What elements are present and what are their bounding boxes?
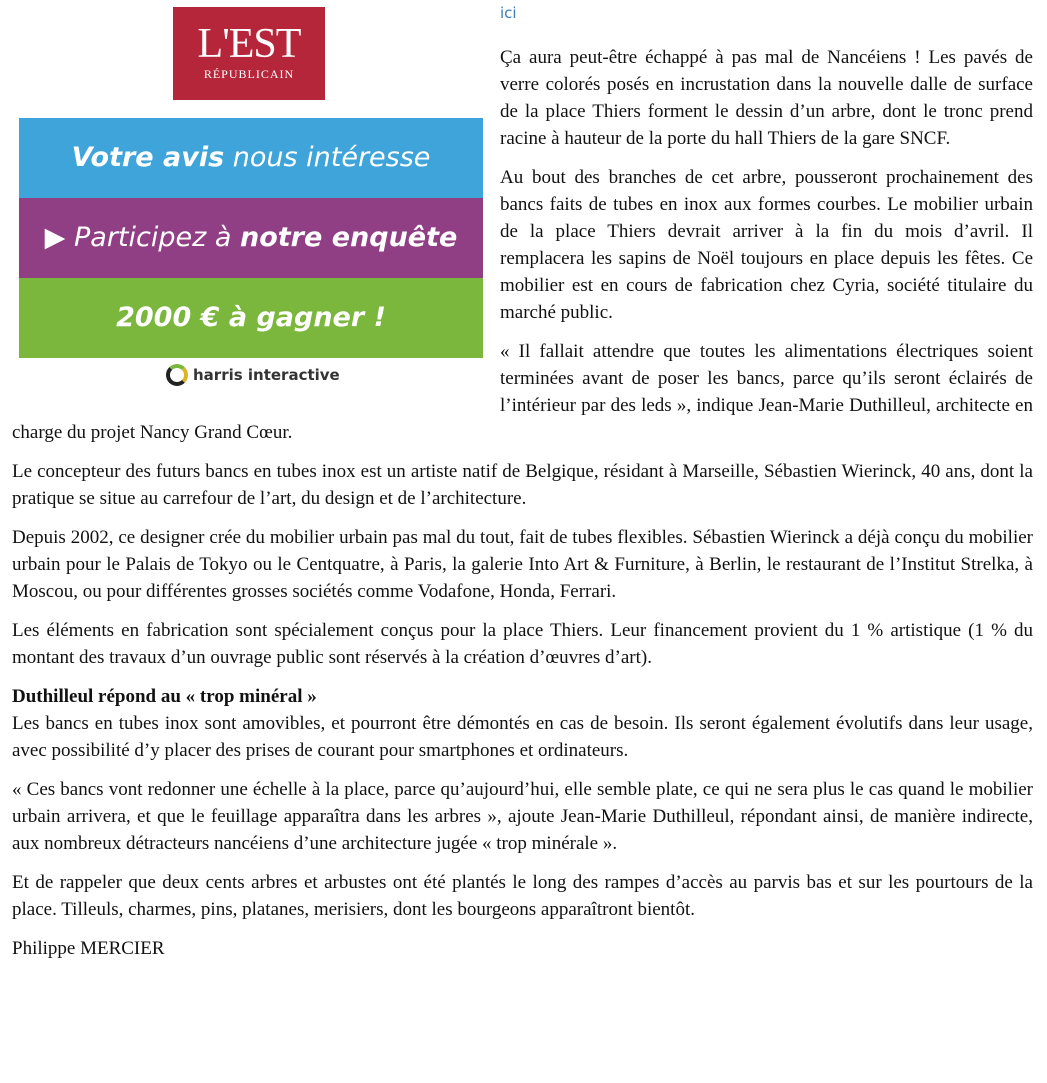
article-paragraph: « Il fallait attendre que toutes les alimentations électriques soient terminées avant de poser les bancs, parce qu’ils seront éclairés de l’intérieur par des leds », indique Jean-Marie Duthilleul, architecte en charge du projet Nancy Grand Cœur. [12, 341, 1033, 443]
ici-link[interactable]: ici [500, 4, 517, 22]
harris-ring-icon [166, 364, 188, 386]
article-author: Philippe MERCIER [12, 938, 165, 959]
article-paragraph: Les bancs en tubes inox sont amovibles, et pourront être démontés en cas de besoin. Ils seront également évolutifs dans leur usage, avec possibilité d’y placer des prises de courant pour smartphones et ordinateurs. [12, 713, 1033, 761]
logo-subtitle: RÉPUBLICAIN [203, 67, 295, 81]
ad-line2-bold: notre enquête [240, 222, 458, 253]
article-paragraph: Le concepteur des futurs bancs en tubes inox est un artiste natif de Belgique, résidant à Marseille, Sébastien Wierinck, 40 ans, dont la pratique se situe au carrefour de l’art, du design et de l’architecture. [12, 461, 1033, 509]
article-subheading: Duthilleul répond au « trop minéral » [12, 686, 317, 707]
ad-line1-rest: nous intéresse [224, 142, 431, 173]
article-paragraph: Ça aura peut-être échappé à pas mal de Nancéiens ! Les pavés de verre colorés posés en incrustation dans la nouvelle dalle de surface de la place Thiers forment le dessin d’un arbre, dont le tronc prend racine à hauteur de la porte du hall Thiers de la gare SNCF. [500, 47, 1033, 149]
article-paragraph: Les éléments en fabrication sont spécialement conçus pour la place Thiers. Leur financement provient du 1 % artistique (1 % du montant des travaux d’un ouvrage public sont réservés à la création d’œuvres d’art). [12, 620, 1033, 668]
ad-line2-start: ▶ Participez à [44, 222, 240, 253]
ad-line1-bold: Votre avis [71, 142, 225, 173]
harris-interactive-logo [166, 362, 340, 388]
article-paragraph: Et de rappeler que deux cents arbres et arbustes ont été plantés le long des rampes d’accès au parvis bas et sur les pourtours de la place. Tilleuls, charmes, pins, platanes, merisiers, dont les bourgeons apparaîtront bientôt. [12, 872, 1033, 920]
harris-brand-text: harris interactive [193, 366, 340, 384]
survey-advertisement[interactable] [0, 0, 500, 400]
ad-banner-opinion [19, 118, 483, 198]
logo-title: L'EST [197, 21, 301, 67]
article-page [12, 0, 1033, 974]
lest-republicain-logo [173, 7, 325, 100]
article-paragraph: Depuis 2002, ce designer crée du mobilier urbain pas mal du tout, fait de tubes flexibles. Sébastien Wierinck a déjà conçu du mobilier urbain pour le Palais de Tokyo ou le Centquatre, à Paris, la galerie Into Art & Furniture, à Berlin, le restaurant de l’Institut Strelka, à Moscou, ou pour différentes grosses sociétés comme Vodafone, Honda, Ferrari. [12, 527, 1033, 602]
article-paragraph: Au bout des branches de cet arbre, pousseront prochainement des bancs faits de tubes en inox aux formes courbes. Le mobilier urbain de la place Thiers devrait arriver à la fin du mois d’avril. Il remplacera les sapins de Noël toujours en place depuis les fêtes. Ce mobilier est en cours de fabrication chez Cyria, société titulaire du marché public. [500, 167, 1033, 323]
ad-banner-prize: 2000 € à gagner ! [19, 278, 483, 358]
ad-banner-participate [19, 198, 483, 278]
article-paragraph: « Ces bancs vont redonner une échelle à la place, parce qu’aujourd’hui, elle semble plate, ce qui ne sera plus le cas quand le mobilier urbain arrivera, et que le feuillage apparaîtra dans les arbres », ajoute Jean-Marie Duthilleul, répondant ainsi, de manière indirecte, aux nombreux détracteurs nancéiens d’une architecture jugée « trop minérale ». [12, 779, 1033, 854]
